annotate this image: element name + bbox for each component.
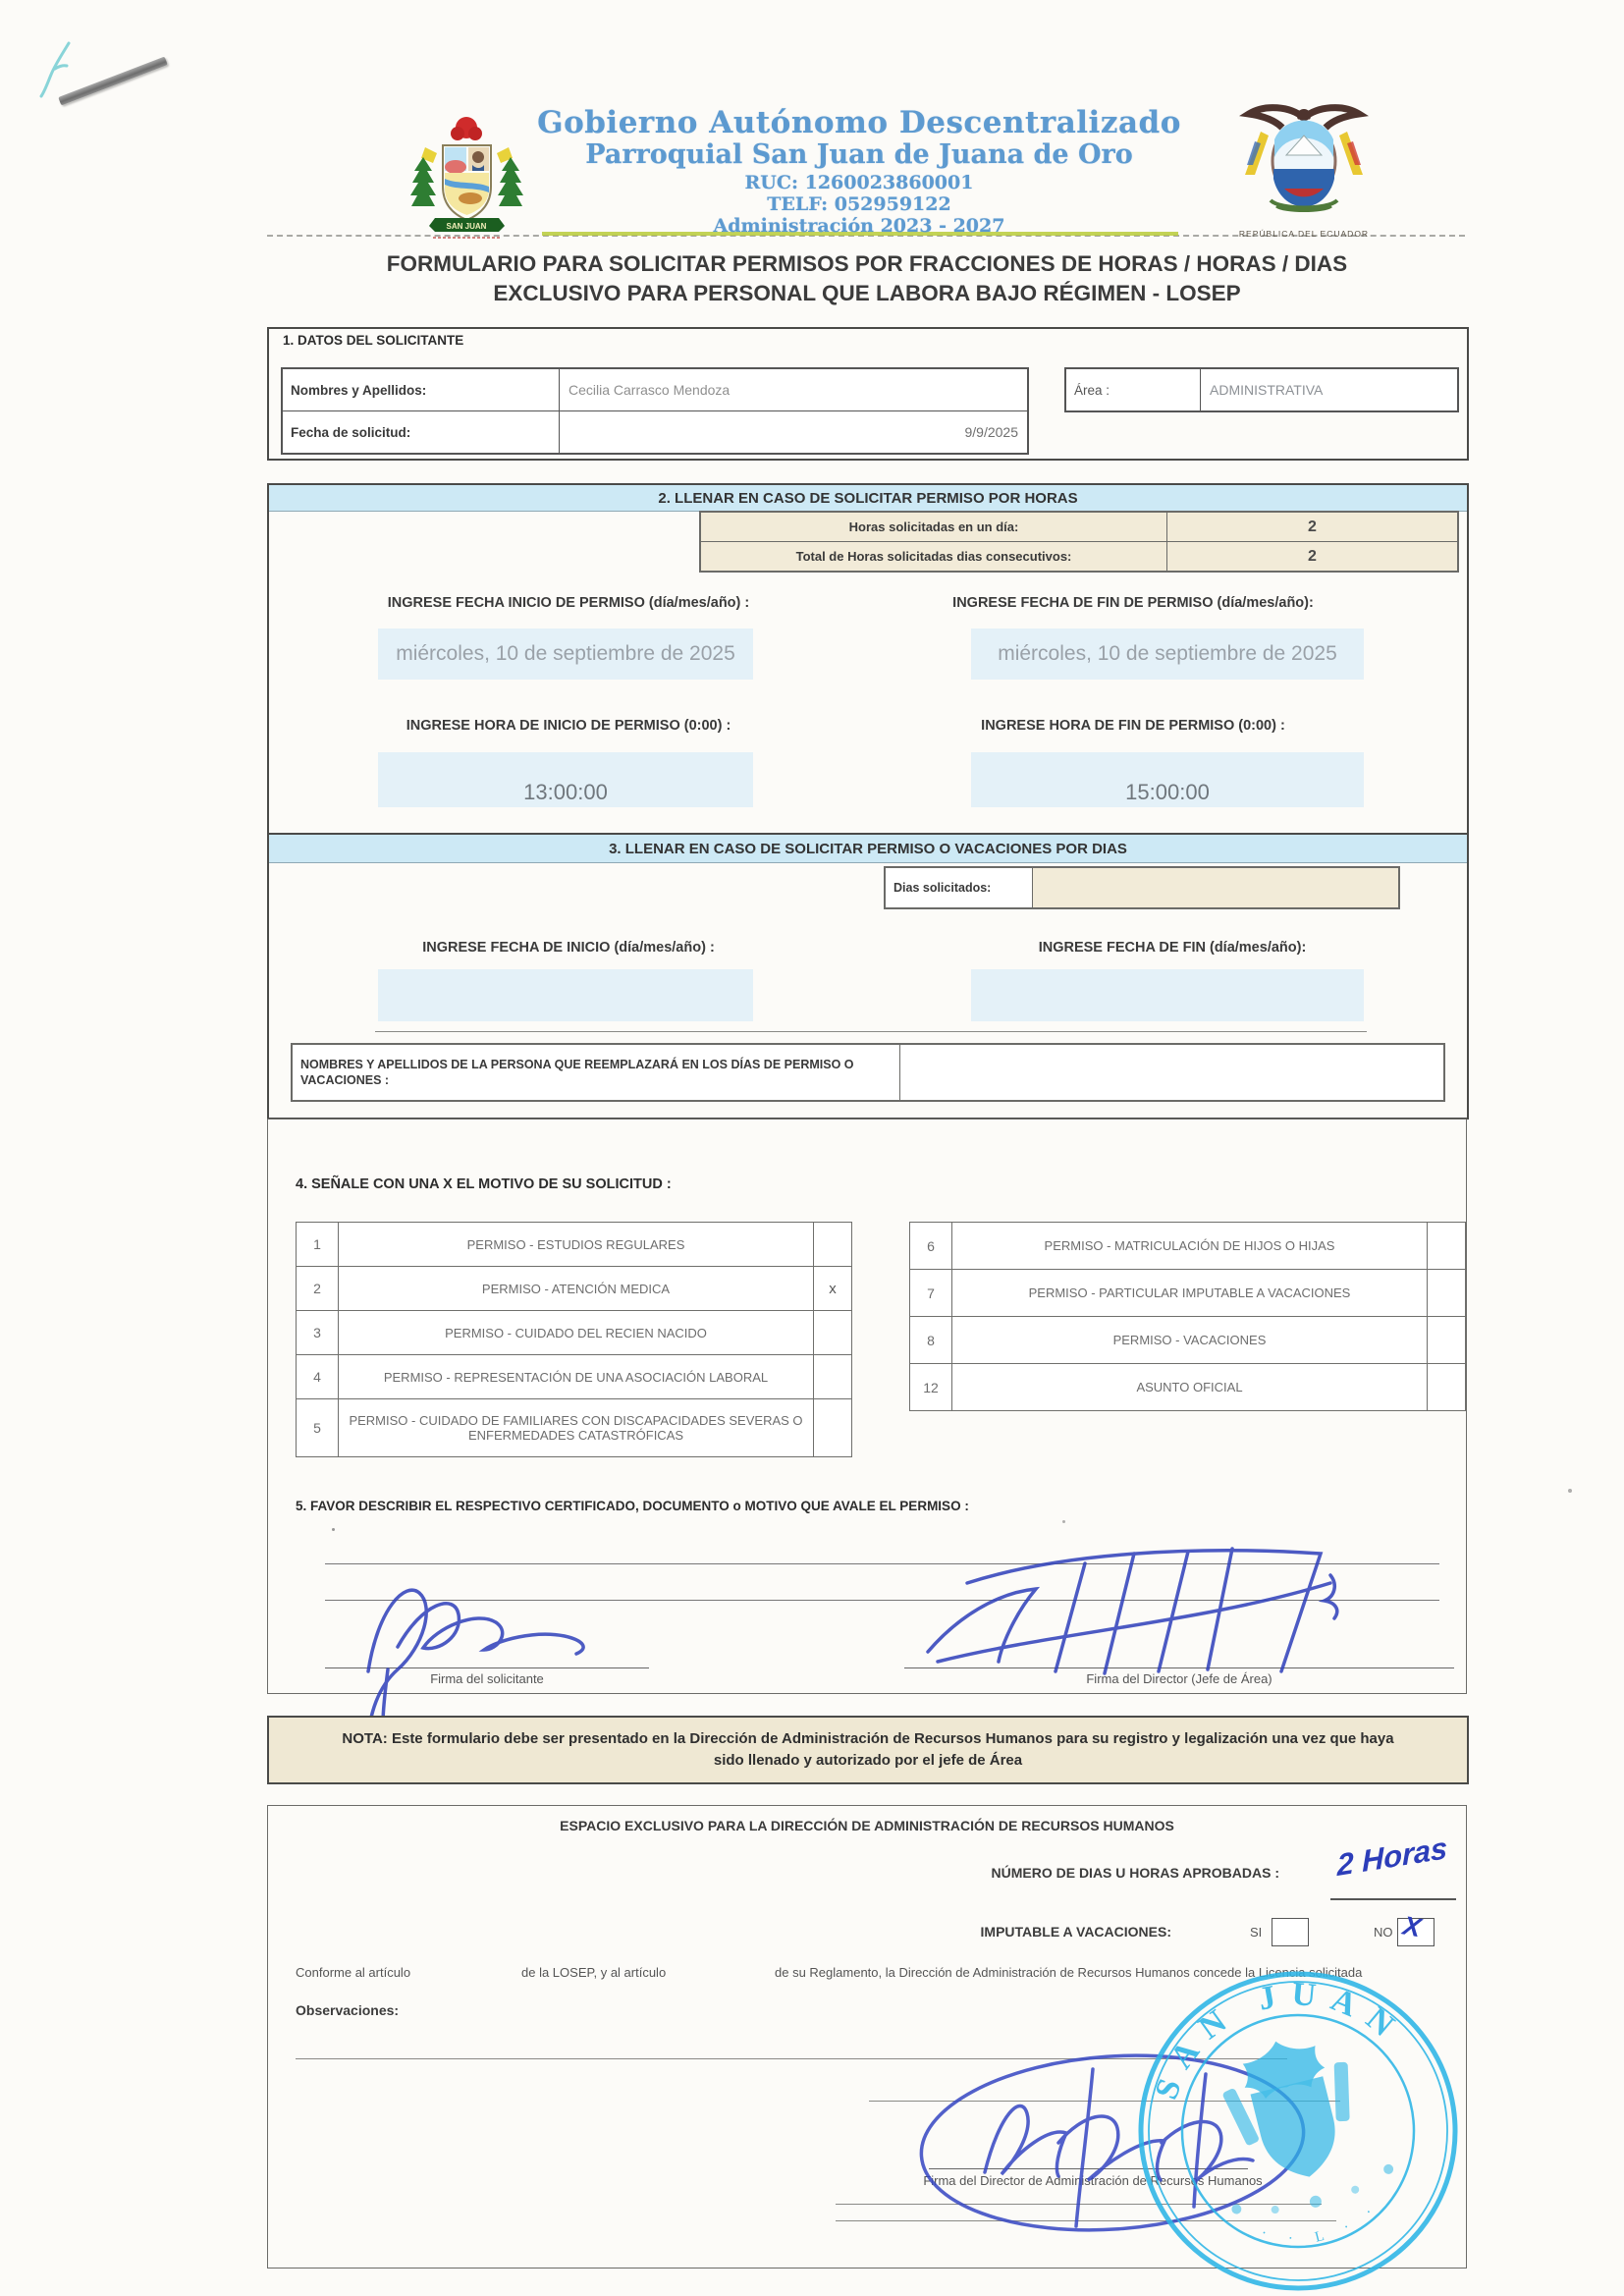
section-permiso-por-horas [267,483,1469,837]
motive-mark-cell[interactable] [1427,1317,1465,1363]
form-title [267,249,1467,308]
dias-solicitados-table [884,866,1400,909]
reemplazo-table [291,1043,1445,1102]
section2-heading-band [269,485,1467,512]
nombres-label: Nombres y Apellidos: [283,369,560,410]
reemplazo-label: NOMBRES Y APELLIDOS DE LA PERSONA QUE REEMPLAZARÁ EN LOS DÍAS DE PERMISO O VACACIONES : [293,1045,900,1100]
fecha-solicitud-label: Fecha de solicitud: [283,411,560,453]
table-row [886,868,1398,907]
solicitante-table [281,367,1029,455]
motive-number: 5 [297,1399,339,1456]
motive-row [910,1269,1465,1316]
section2-heading: 2. LLENAR EN CASO DE SOLICITAR PERMISO POR HORAS [658,489,1078,507]
fecha-inicio-permiso-label: INGRESE FECHA INICIO DE PERMISO (día/mes/año) : [387,595,750,611]
ecuador-crest-caption: REPÚBLICA DEL ECUADOR [1238,229,1370,239]
firma-director-caption: Firma del Director (Jefe de Área) [1086,1671,1272,1686]
svg-text:SAN JUAN: SAN JUAN [446,222,487,231]
motive-row [910,1223,1465,1269]
org-name-line2: Parroquial San Juan de Juana de Oro [585,139,1133,170]
motive-mark-cell[interactable] [1427,1364,1465,1410]
numero-aprobadas-label: NÚMERO DE DIAS U HORAS APROBADAS : [991,1865,1279,1881]
motive-label: PERMISO - REPRESENTACIÓN DE UNA ASOCIACIÓN LABORAL [383,1369,769,1385]
nota-banner [267,1716,1469,1784]
dias-solicitados-label: Dias solicitados: [886,868,1033,907]
motive-label: PERMISO - CUIDADO DE FAMILIARES CON DISCAPACIDADES SEVERAS O ENFERMEDADES CATASTRÓFICAS [349,1413,803,1443]
motive-number: 6 [910,1223,952,1269]
motive-row [297,1310,851,1354]
motive-label: PERMISO - VACACIONES [1112,1333,1267,1347]
area-table [1064,367,1459,412]
horas-table [699,511,1459,573]
motive-row [297,1266,851,1310]
nombres-value-field[interactable]: Cecilia Carrasco Mendoza [568,382,731,398]
scan-speck [1568,1489,1572,1493]
motivos-table-right [909,1222,1466,1411]
motive-row [910,1363,1465,1410]
horas-total-value-field[interactable]: 2 [1308,547,1317,565]
motive-label: PERMISO - PARTICULAR IMPUTABLE A VACACIONES [1028,1285,1351,1300]
motive-row [297,1398,851,1456]
numero-aprobadas-line [1330,1898,1456,1900]
svg-text:SAN JUAN: SAN JUAN [1148,1975,1412,2105]
fecha-fin-permiso-field[interactable]: miércoles, 10 de septiembre de 2025 [971,629,1364,680]
observaciones-label: Observaciones: [296,2002,400,2018]
conforme-text-1: Conforme al artículo [296,1965,411,1980]
section-datos-solicitante [267,327,1469,461]
org-name-line1: Gobierno Autónomo Descentralizado [537,105,1181,140]
official-round-stamp [1092,1956,1504,2296]
form-title-line1: FORMULARIO PARA SOLICITAR PERMISOS POR FRACCIONES DE HORAS / HORAS / DIAS [386,251,1348,276]
motive-label: PERMISO - CUIDADO DEL RECIEN NACIDO [445,1325,707,1340]
dias-solicitados-value-field[interactable] [1033,868,1398,907]
motive-mark-cell[interactable] [813,1355,851,1398]
horas-dia-value-field[interactable]: 2 [1308,518,1317,535]
fecha-inicio-permiso-field[interactable]: miércoles, 10 de septiembre de 2025 [378,629,753,680]
motivos-table-left [296,1222,852,1457]
hora-inicio-permiso-field[interactable]: 13:00:00 [378,752,753,807]
table-row [701,513,1457,541]
table-row [1066,369,1457,410]
hora-fin-permiso-field[interactable]: 15:00:00 [971,752,1364,807]
firma-rrhh-caption: Firma del Director de Administración de Recursos Humanos [923,2173,1263,2188]
motive-mark-cell[interactable] [1427,1270,1465,1316]
no-label: NO [1374,1925,1393,1940]
reemplazo-value-field[interactable] [900,1045,1443,1100]
si-checkbox[interactable] [1272,1918,1309,1946]
motive-mark-cell[interactable] [813,1311,851,1354]
no-checkbox-mark: X [1400,1910,1424,1943]
fecha-inicio-label: INGRESE FECHA DE INICIO (día/mes/año) : [422,940,715,956]
fecha-inicio-field[interactable] [378,969,753,1021]
si-label: SI [1250,1925,1263,1940]
fecha-fin-label: INGRESE FECHA DE FIN (día/mes/año): [1038,940,1307,956]
motive-row [910,1316,1465,1363]
ecuador-coat-of-arms-logo [1225,98,1382,228]
table-row [293,1045,1443,1100]
section3-heading: 3. LLENAR EN CASO DE SOLICITAR PERMISO O VACACIONES POR DIAS [609,840,1127,857]
hora-inicio-permiso-label: INGRESE HORA DE INICIO DE PERMISO (0:00) : [406,718,731,734]
no-checkbox[interactable] [1397,1910,1435,1946]
nota-line2: sido llenado y autorizado por el jefe de Área [713,1752,1023,1769]
motive-mark-cell[interactable]: x [813,1267,851,1310]
section5-heading: 5. FAVOR DESCRIBIR EL RESPECTIVO CERTIFICADO, DOCUMENTO o MOTIVO QUE AVALE EL PERMISO : [296,1499,969,1513]
motive-number: 4 [297,1355,339,1398]
motive-number: 3 [297,1311,339,1354]
fecha-fin-field[interactable] [971,969,1364,1021]
org-ruc: RUC: 1260023860001 [744,172,974,193]
form-title-line2: EXCLUSIVO PARA PERSONAL QUE LABORA BAJO RÉGIMEN - LOSEP [493,281,1241,305]
table-row [283,369,1027,410]
nota-line1: NOTA: Este formulario debe ser presentado en la Dirección de Administración de Recursos Humanos para su registro y legalización una vez que haya [342,1730,1394,1747]
motive-row [297,1354,851,1398]
table-row [283,410,1027,453]
motive-label: ASUNTO OFICIAL [1136,1380,1243,1394]
ink-smudge-artifact [35,39,81,100]
motive-label: PERMISO - MATRICULACIÓN DE HIJOS O HIJAS [1044,1238,1335,1253]
imputable-label: IMPUTABLE A VACACIONES: [980,1924,1171,1940]
motive-label: PERMISO - ATENCIÓN MEDICA [481,1281,671,1296]
motive-number: 1 [297,1223,339,1266]
org-header [511,106,1208,237]
area-value-field[interactable]: ADMINISTRATIVA [1210,382,1324,398]
rrhh-heading: ESPACIO EXCLUSIVO PARA LA DIRECCIÓN DE ADMINISTRACIÓN DE RECURSOS HUMANOS [560,1818,1174,1833]
conforme-text-2: de la LOSEP, y al artículo [521,1965,667,1980]
section-permiso-por-dias [267,833,1469,1120]
fecha-fin-permiso-label: INGRESE FECHA DE FIN DE PERMISO (día/mes/año): [952,595,1314,611]
org-administration-period: Administración 2023 - 2027 [713,215,1005,237]
horas-total-label: Total de Horas solicitadas dias consecutivos: [701,542,1167,571]
fecha-solicitud-value-field[interactable]: 9/9/2025 [964,424,1018,440]
motive-mark-cell[interactable] [813,1399,851,1456]
table-row [701,541,1457,571]
motive-number: 2 [297,1267,339,1310]
section3-heading-band [269,835,1467,863]
fecha-underline [375,1031,1367,1032]
hora-fin-permiso-label: INGRESE HORA DE FIN DE PERMISO (0:00) : [981,718,1285,734]
director-signature-ink [908,1524,1360,1691]
area-label: Área : [1066,369,1201,410]
motive-mark-cell[interactable] [813,1223,851,1266]
conforme-text-3: de su Reglamento, la Dirección de Administración de Recursos Humanos concede la Licencia solicitada [775,1965,1363,1980]
firma-solicitante-caption: Firma del solicitante [430,1671,544,1686]
horas-dia-label: Horas solicitadas en un día: [701,513,1167,541]
motive-mark-cell[interactable] [1427,1223,1465,1269]
section1-heading: 1. DATOS DEL SOLICITANTE [283,333,464,348]
section4-heading: 4. SEÑALE CON UNA X EL MOTIVO DE SU SOLICITUD : [296,1176,672,1192]
motive-label: PERMISO - ESTUDIOS REGULARES [466,1236,685,1252]
motive-number: 7 [910,1270,952,1316]
motive-row [297,1223,851,1266]
numero-aprobadas-handwritten-value[interactable]: 2 Horas [1336,1830,1448,1884]
motive-number: 8 [910,1317,952,1363]
org-telf: TELF: 052959122 [767,193,951,215]
motive-number: 12 [910,1364,952,1410]
svg-text:· · L · ·: · · L · · [1259,2198,1384,2248]
